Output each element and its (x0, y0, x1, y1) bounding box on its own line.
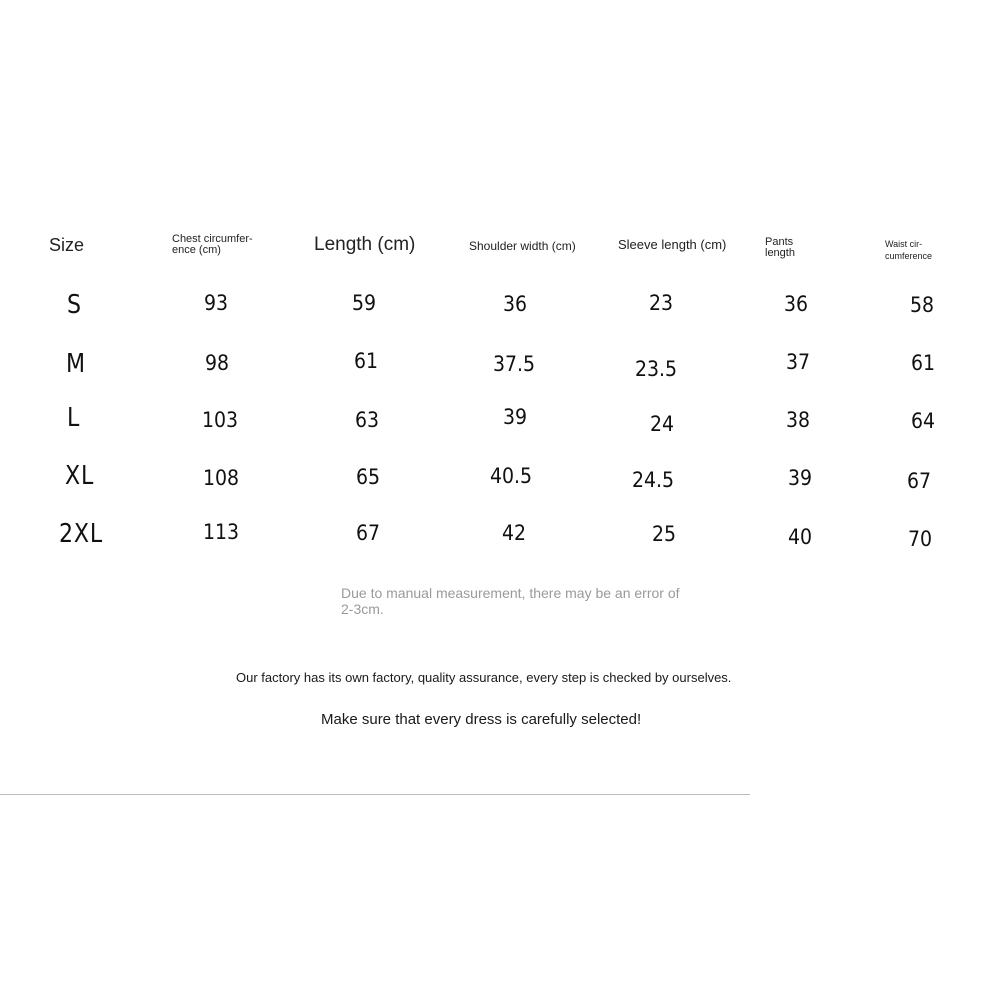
length-value: 63 (355, 408, 380, 432)
pants-value: 37 (786, 350, 811, 374)
header-length: Length (cm) (314, 234, 416, 255)
chest-value: 108 (203, 466, 240, 490)
size-label: 2XL (59, 519, 104, 549)
waist-value: 58 (910, 293, 935, 317)
pants-value: 38 (786, 408, 811, 432)
waist-value: 61 (911, 351, 936, 375)
header-pants-length: Pants length (765, 236, 795, 259)
sleeve-value: 25 (652, 522, 677, 546)
factory-note: Our factory has its own factory, quality assurance, every step is checked by ourselves. (236, 670, 732, 685)
chest-value: 93 (204, 291, 229, 315)
pants-value: 40 (788, 525, 813, 549)
header-size: Size (49, 235, 85, 255)
shoulder-value: 39 (503, 405, 528, 429)
shoulder-value: 37.5 (493, 352, 536, 376)
chest-value: 98 (205, 351, 230, 375)
divider-line (0, 794, 750, 795)
header-waist-circumference: Waist cir- cumference (885, 239, 933, 261)
waist-value: 64 (911, 409, 936, 433)
sleeve-value: 24 (650, 412, 675, 436)
sleeve-value: 23 (649, 291, 674, 315)
pants-value: 36 (784, 292, 809, 316)
sleeve-value: 24.5 (632, 468, 675, 492)
size-label: S (67, 290, 82, 320)
selected-note: Make sure that every dress is carefully selected! (321, 711, 642, 728)
shoulder-value: 40.5 (490, 464, 533, 488)
header-sleeve-length: Sleeve length (cm) (618, 237, 727, 252)
length-value: 67 (356, 521, 381, 545)
header-shoulder-width: Shoulder width (cm) (469, 239, 576, 253)
chest-value: 113 (203, 520, 240, 544)
pants-value: 39 (788, 466, 813, 490)
length-value: 59 (352, 291, 377, 315)
sleeve-value: 23.5 (635, 357, 678, 381)
shoulder-value: 36 (503, 292, 528, 316)
size-label: L (67, 403, 81, 433)
shoulder-value: 42 (502, 521, 527, 545)
header-chest-circumference: Chest circumfer- ence (cm) (172, 233, 253, 256)
chest-value: 103 (202, 408, 239, 432)
measurement-error-note: Due to manual measurement, there may be an error of 2-3cm. (341, 585, 680, 617)
size-label: XL (65, 461, 95, 491)
length-value: 65 (356, 465, 381, 489)
size-label: M (66, 349, 86, 379)
length-value: 61 (354, 349, 379, 373)
waist-value: 70 (908, 527, 933, 551)
waist-value: 67 (907, 469, 932, 493)
